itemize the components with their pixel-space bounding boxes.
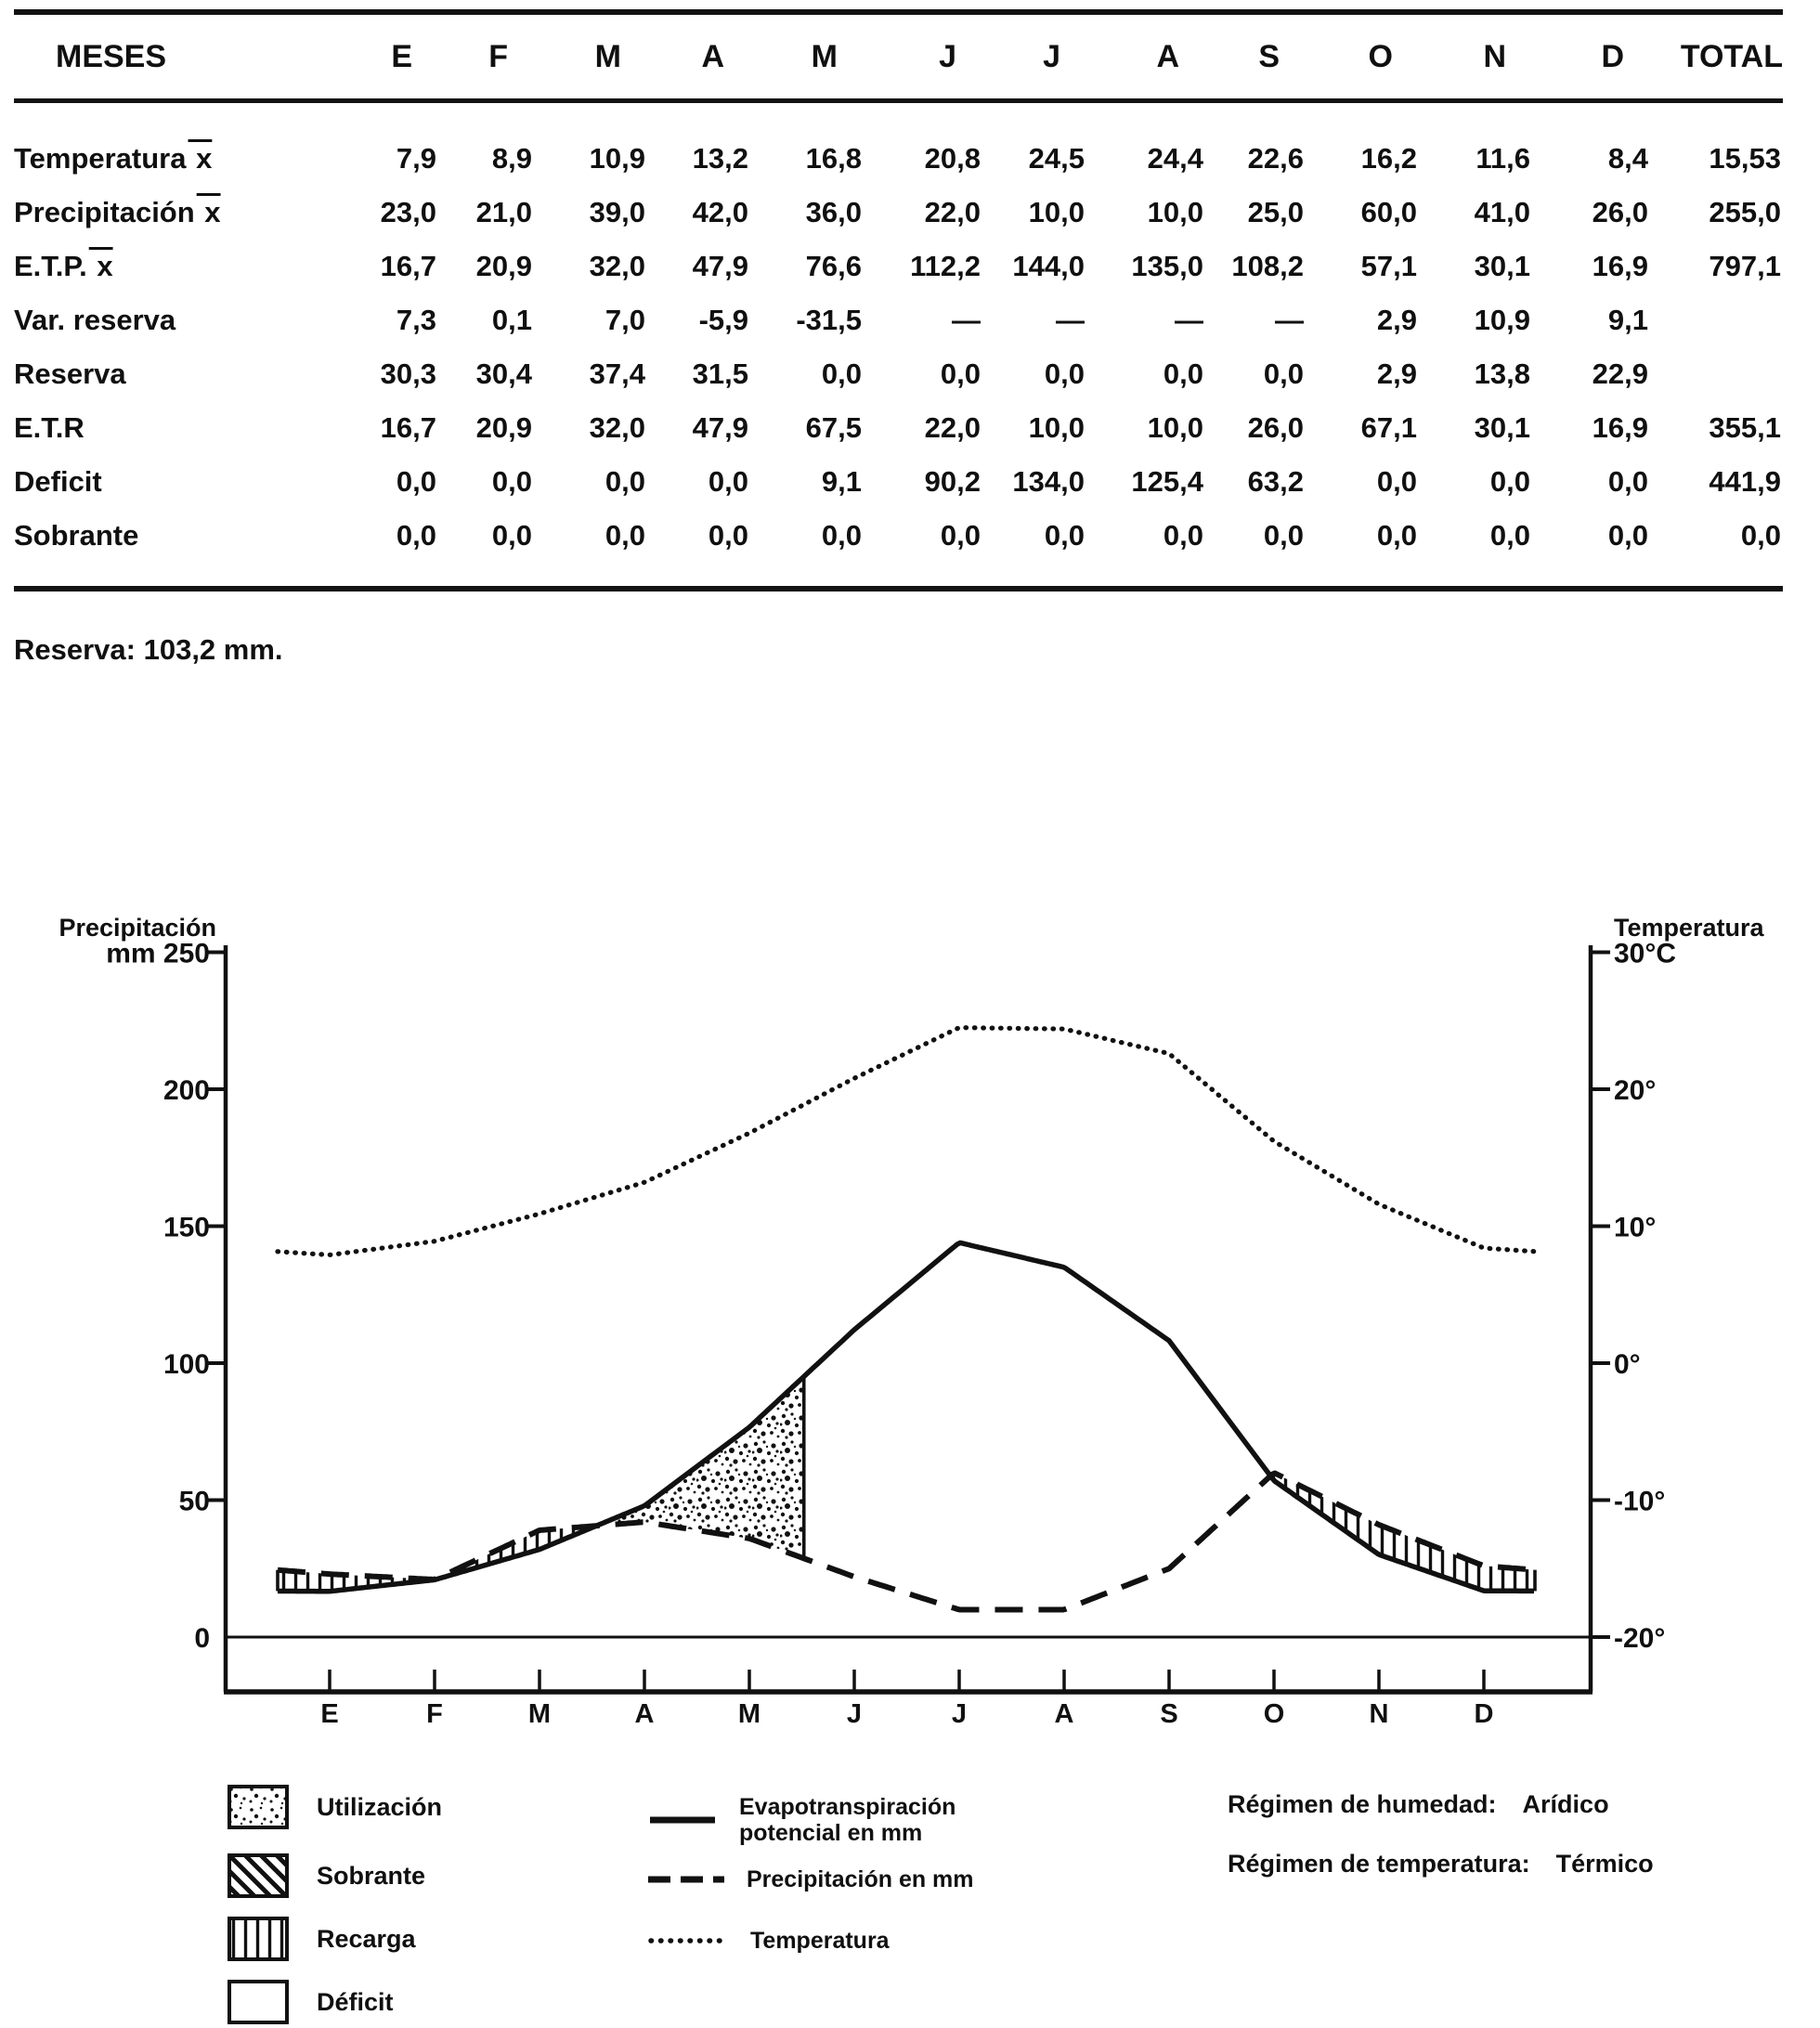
legend-label: Precipitación en mm <box>747 1866 974 1892</box>
table-cell: 16,9 <box>1592 250 1648 282</box>
deficit-white-swatch-icon <box>228 1980 289 2024</box>
dashed-line-icon <box>648 1874 724 1885</box>
recarga-vertical-swatch-icon <box>228 1917 289 1961</box>
legend-label: Déficit <box>317 1987 394 2016</box>
table-cell: 10,9 <box>589 142 645 175</box>
table-cell: 0,0 <box>491 519 532 552</box>
table-cell: 90,2 <box>924 465 981 498</box>
row-label: E.T.R <box>14 411 84 444</box>
table-cell: 441,9 <box>1709 465 1781 498</box>
month-label: A <box>634 1699 655 1729</box>
column-header-n-11: N <box>1419 12 1532 101</box>
table-cell: 0,0 <box>491 465 532 498</box>
right-tick-label: 0° <box>1614 1349 1641 1380</box>
table-cell: 47,9 <box>692 250 748 282</box>
right-tick-label: -10° <box>1614 1486 1666 1517</box>
month-label: J <box>846 1699 863 1729</box>
table-header <box>14 12 1783 101</box>
table-cell: 67,1 <box>1360 411 1417 444</box>
column-header-s-9: S <box>1205 12 1306 101</box>
table-cell: 30,4 <box>475 358 532 390</box>
left-tick-label: 150 <box>162 1212 210 1243</box>
sobrante-diagonal-swatch-icon <box>228 1853 289 1898</box>
reserve-footnote: Reserva: 103,2 mm. <box>14 633 283 666</box>
table-cell: 7,9 <box>396 142 436 175</box>
table-cell: 9,1 <box>821 465 862 498</box>
table-cell: 67,5 <box>805 411 862 444</box>
row-label: Var. reserva <box>14 304 176 336</box>
month-label: S <box>1160 1699 1178 1729</box>
table-header-row <box>14 12 1783 101</box>
table-cell: 26,0 <box>1592 196 1648 228</box>
table-cell: 0,0 <box>708 519 748 552</box>
table-cell: 31,5 <box>692 358 748 390</box>
humidity-regime <box>1228 1790 1609 1819</box>
month-label: M <box>527 1699 552 1729</box>
month-label: E <box>320 1699 339 1729</box>
table-cell: 10,0 <box>1028 196 1085 228</box>
table-cell: 22,0 <box>924 411 981 444</box>
table-cell: 24,5 <box>1028 142 1085 175</box>
column-header-e-1: E <box>358 12 438 101</box>
column-header-f-2: F <box>438 12 534 101</box>
legend-item-temp-line <box>648 1928 890 1954</box>
table-cell: 108,2 <box>1231 250 1304 282</box>
utilizacion-stipple-swatch-icon <box>228 1785 289 1829</box>
table-row <box>14 240 1783 293</box>
legend-item-utilizacion <box>228 1785 442 1829</box>
mean-x-bar-symbol: x <box>88 250 113 282</box>
right-tick-label: -20° <box>1614 1623 1666 1654</box>
table-cell: 57,1 <box>1360 250 1417 282</box>
column-header-d-12: D <box>1532 12 1650 101</box>
row-label: Precipitación x <box>14 196 221 228</box>
table-row <box>14 347 1783 401</box>
table-cell: 144,0 <box>1012 250 1085 282</box>
table-cell: 8,9 <box>491 142 532 175</box>
column-header-m-3: M <box>534 12 647 101</box>
series-temperature-line <box>278 1028 1534 1255</box>
table-cell: 30,1 <box>1474 411 1530 444</box>
table-cell: 10,0 <box>1147 196 1203 228</box>
table-cell: 32,0 <box>589 250 645 282</box>
table-cell: 10,0 <box>1147 411 1203 444</box>
table-cell: 0,0 <box>1263 358 1304 390</box>
month-label: A <box>1054 1699 1074 1729</box>
column-header-meses: MESES <box>14 12 358 101</box>
table-cell: 0,0 <box>1376 519 1417 552</box>
table-cell: 20,9 <box>475 411 532 444</box>
table-cell: 0,0 <box>396 519 436 552</box>
table-cell: 7,0 <box>604 304 645 336</box>
table-cell: 15,53 <box>1709 142 1781 175</box>
table-cell: 20,9 <box>475 250 532 282</box>
table-cell: 8,4 <box>1607 142 1648 175</box>
legend-item-deficit <box>228 1980 394 2024</box>
table-cell: 11,6 <box>1476 142 1530 175</box>
legend-item-recarga <box>228 1917 416 1961</box>
month-label: F <box>426 1699 443 1729</box>
table-cell: 2,9 <box>1376 304 1417 336</box>
table-cell: 0,1 <box>491 304 532 336</box>
table-cell: — <box>1175 304 1203 336</box>
temperature-regime-value: Térmico <box>1555 1850 1654 1878</box>
table-cell: 60,0 <box>1360 196 1417 228</box>
table-cell: 0,0 <box>1263 519 1304 552</box>
table-cell <box>1650 347 1783 401</box>
row-label: Reserva <box>14 358 126 390</box>
climograph-svg <box>0 882 1820 1755</box>
table-cell: 25,0 <box>1247 196 1304 228</box>
month-label: M <box>737 1699 761 1729</box>
table-cell: 0,0 <box>1607 465 1648 498</box>
column-header-j-7: J <box>982 12 1086 101</box>
table-cell: 16,2 <box>1360 142 1417 175</box>
left-tick-label: 200 <box>162 1075 210 1106</box>
column-header-m-5: M <box>750 12 864 101</box>
table-cell: 0,0 <box>940 519 981 552</box>
table-cell: 36,0 <box>805 196 862 228</box>
series-etp-line <box>278 1242 1534 1591</box>
table-cell: 20,8 <box>924 142 981 175</box>
table-cell: 41,0 <box>1474 196 1530 228</box>
left-tick-label: 0 <box>194 1623 210 1654</box>
table-cell: 0,0 <box>708 465 748 498</box>
legend-item-precip-line <box>648 1866 974 1892</box>
table-cell: 0,0 <box>821 358 862 390</box>
column-header-o-10: O <box>1306 12 1419 101</box>
table-cell: 47,9 <box>692 411 748 444</box>
left-tick-label: 100 <box>162 1349 210 1380</box>
table-cell: 797,1 <box>1709 250 1781 282</box>
table-cell: 134,0 <box>1012 465 1085 498</box>
table-cell <box>1650 293 1783 347</box>
row-label: Temperatura x <box>14 142 213 175</box>
table-cell: 0,0 <box>1607 519 1648 552</box>
table-cell: 16,9 <box>1592 411 1648 444</box>
table-cell: 16,7 <box>380 250 436 282</box>
table-cell: -5,9 <box>698 304 748 336</box>
table-cell: 0,0 <box>940 358 981 390</box>
table-cell: — <box>952 304 981 336</box>
right-tick-label: 30°C <box>1614 938 1677 969</box>
table-cell: 0,0 <box>1044 519 1085 552</box>
legend-label: Recarga <box>317 1924 416 1953</box>
table-cell: 0,0 <box>1489 519 1530 552</box>
table-cell: 21,0 <box>475 196 532 228</box>
table-cell: 10,0 <box>1028 411 1085 444</box>
left-tick-label: mm 250 <box>106 938 210 969</box>
month-label: O <box>1263 1699 1285 1729</box>
table-cell: 125,4 <box>1131 465 1203 498</box>
table-cell: 13,2 <box>692 142 748 175</box>
humidity-regime-label: Régimen de humedad: <box>1228 1790 1497 1818</box>
mean-x-bar-symbol: x <box>188 142 213 175</box>
table-cell: 26,0 <box>1247 411 1304 444</box>
table-cell: 22,9 <box>1592 358 1648 390</box>
table-cell: 2,9 <box>1376 358 1417 390</box>
month-label: N <box>1369 1699 1389 1729</box>
solid-line-icon <box>648 1814 717 1826</box>
legend-label: Evapotranspiración potencial en mm <box>739 1794 956 1846</box>
table-cell: 135,0 <box>1131 250 1203 282</box>
temperature-regime <box>1228 1850 1654 1878</box>
row-label: E.T.P. x <box>14 250 113 282</box>
series-precipitation-line <box>278 1474 1534 1610</box>
table-cell: 16,7 <box>380 411 436 444</box>
table-cell: 0,0 <box>1044 358 1085 390</box>
table-cell: 37,4 <box>589 358 645 390</box>
table-body <box>14 101 1783 590</box>
table-row <box>14 186 1783 240</box>
month-label: D <box>1474 1699 1494 1729</box>
table-row <box>14 101 1783 187</box>
right-tick-label: 20° <box>1614 1075 1657 1106</box>
temperature-regime-label: Régimen de temperatura: <box>1228 1850 1530 1878</box>
table-row <box>14 509 1783 589</box>
table-cell: — <box>1275 304 1304 336</box>
climate-data-table <box>14 9 1783 592</box>
table-cell: 112,2 <box>910 250 981 282</box>
table-cell: 30,1 <box>1474 250 1530 282</box>
table-cell: 9,1 <box>1607 304 1648 336</box>
table-cell: 76,6 <box>805 250 862 282</box>
right-tick-label: 10° <box>1614 1212 1657 1243</box>
column-header-j-6: J <box>864 12 982 101</box>
dotted-line-icon <box>648 1935 728 1946</box>
table-cell: 63,2 <box>1247 465 1304 498</box>
table-row <box>14 401 1783 455</box>
table-cell: 23,0 <box>380 196 436 228</box>
mean-x-bar-symbol: x <box>196 196 221 228</box>
table-cell: 22,0 <box>924 196 981 228</box>
table-cell: -31,5 <box>796 304 862 336</box>
table-cell: 7,3 <box>396 304 436 336</box>
table-cell: 13,8 <box>1474 358 1530 390</box>
column-header-a-4: A <box>647 12 750 101</box>
table-cell: 255,0 <box>1709 196 1781 228</box>
table-cell: 0,0 <box>1163 358 1203 390</box>
table-cell: 0,0 <box>1740 519 1781 552</box>
row-label: Deficit <box>14 465 102 498</box>
column-header-a-8: A <box>1086 12 1205 101</box>
legend-label: Temperatura <box>750 1928 890 1954</box>
humidity-regime-value: Arídico <box>1522 1790 1609 1818</box>
legend-label: Utilización <box>317 1792 443 1821</box>
legend-item-sobrante <box>228 1853 425 1898</box>
table-cell: 0,0 <box>1376 465 1417 498</box>
table-cell: 0,0 <box>604 519 645 552</box>
table-cell: 22,6 <box>1247 142 1304 175</box>
right-axis-title: Temperatura <box>1614 914 1764 942</box>
table-cell: 16,8 <box>805 142 862 175</box>
row-label: Sobrante <box>14 519 139 552</box>
table-cell: 0,0 <box>1489 465 1530 498</box>
legend-item-etp-line <box>648 1794 956 1846</box>
table-cell: 32,0 <box>589 411 645 444</box>
left-tick-label: 50 <box>178 1486 210 1517</box>
left-axis-title: Precipitación <box>58 914 216 942</box>
legend-label: Sobrante <box>317 1861 426 1890</box>
table-cell: 0,0 <box>821 519 862 552</box>
table-cell: 10,9 <box>1474 304 1530 336</box>
month-label: J <box>951 1699 968 1729</box>
table-cell: 355,1 <box>1709 411 1781 444</box>
table-row <box>14 455 1783 509</box>
table-cell: 0,0 <box>396 465 436 498</box>
column-header-total-13: TOTAL <box>1650 12 1783 101</box>
table-cell: 24,4 <box>1147 142 1203 175</box>
table-row <box>14 293 1783 347</box>
table-cell: 0,0 <box>1163 519 1203 552</box>
table-cell: 39,0 <box>589 196 645 228</box>
table-cell: — <box>1056 304 1085 336</box>
climograph-chart <box>0 882 1820 1755</box>
table-cell: 0,0 <box>604 465 645 498</box>
table-cell: 42,0 <box>692 196 748 228</box>
table-cell: 30,3 <box>380 358 436 390</box>
